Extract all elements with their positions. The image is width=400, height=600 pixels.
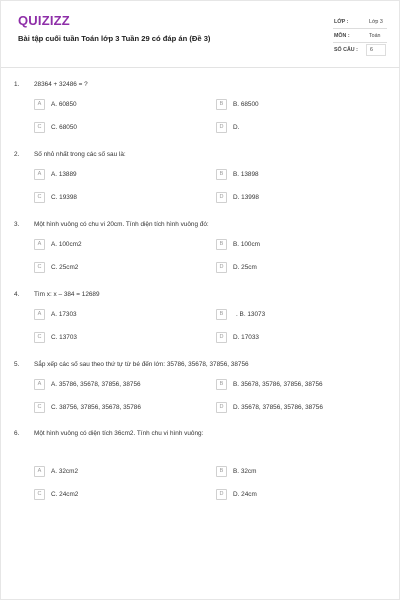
question-text: Sắp xếp các số sau theo thứ tự từ bé đến lớn: 35786, 35678, 37856, 38756 bbox=[34, 361, 249, 368]
option-d[interactable] bbox=[216, 262, 376, 274]
option-letter-box: B bbox=[216, 239, 227, 250]
option-text: B. 68500 bbox=[233, 101, 259, 108]
option-letter-box: C bbox=[34, 332, 45, 343]
option-text: B. 100cm bbox=[233, 241, 260, 248]
question-text: Tìm x: x – 384 = 12689 bbox=[34, 291, 100, 298]
option-text: B. 13898 bbox=[233, 171, 259, 178]
option-c[interactable] bbox=[34, 489, 194, 501]
question-number: 4. bbox=[14, 291, 20, 298]
worksheet-header bbox=[1, 1, 400, 65]
meta-count-row bbox=[333, 43, 387, 57]
option-d[interactable] bbox=[216, 402, 376, 414]
meta-class-value: Lớp 3 bbox=[369, 19, 383, 25]
option-text: A. 100cm2 bbox=[51, 241, 82, 248]
option-text: C. 25cm2 bbox=[51, 264, 79, 271]
option-letter-box: C bbox=[34, 122, 45, 133]
option-text: C. 68050 bbox=[51, 124, 77, 131]
worksheet-title: Bài tập cuối tuần Toán lớp 3 Tuần 29 có đáp án (Đề 3) bbox=[18, 34, 211, 43]
worksheet-meta bbox=[333, 15, 387, 57]
option-d[interactable] bbox=[216, 489, 376, 501]
option-letter-box: A bbox=[34, 169, 45, 180]
option-letter-box: B bbox=[216, 99, 227, 110]
option-letter-box: A bbox=[34, 309, 45, 320]
option-letter-box: D bbox=[216, 262, 227, 273]
meta-subject-label: MÔN : bbox=[334, 33, 350, 39]
option-letter-box: C bbox=[34, 402, 45, 413]
question-number: 2. bbox=[14, 151, 20, 158]
option-letter-box: A bbox=[34, 99, 45, 110]
option-c[interactable] bbox=[34, 332, 194, 344]
question-number: 3. bbox=[14, 221, 20, 228]
option-letter-box: B bbox=[216, 379, 227, 390]
option-text: C. 24cm2 bbox=[51, 491, 79, 498]
meta-subject-row bbox=[333, 29, 387, 43]
option-letter-box: D bbox=[216, 122, 227, 133]
option-text: D. 25cm bbox=[233, 264, 257, 271]
meta-count-value: 6 bbox=[366, 44, 386, 56]
option-text: A. 35786, 35678, 37856, 38756 bbox=[51, 381, 141, 388]
quizizz-logo: QUIZIZZ bbox=[18, 13, 70, 28]
option-b[interactable] bbox=[216, 466, 376, 478]
option-letter-box: A bbox=[34, 239, 45, 250]
option-a[interactable] bbox=[34, 239, 194, 251]
question-number: 5. bbox=[14, 361, 20, 368]
option-c[interactable] bbox=[34, 192, 194, 204]
option-b[interactable] bbox=[216, 169, 376, 181]
meta-count-label: SỐ CÂU : bbox=[334, 47, 358, 53]
option-b[interactable] bbox=[216, 379, 376, 391]
header-divider bbox=[1, 67, 400, 68]
option-text: D. 35678, 37856, 35786, 38756 bbox=[233, 404, 323, 411]
option-c[interactable] bbox=[34, 402, 194, 414]
option-text: D. bbox=[233, 124, 240, 131]
option-text: A. 13889 bbox=[51, 171, 77, 178]
option-text: C. 19398 bbox=[51, 194, 77, 201]
option-a[interactable] bbox=[34, 169, 194, 181]
option-letter-box: C bbox=[34, 489, 45, 500]
option-text: C. 38756, 37856, 35678, 35786 bbox=[51, 404, 141, 411]
option-text: A. 60850 bbox=[51, 101, 77, 108]
option-d[interactable] bbox=[216, 122, 376, 134]
option-a[interactable] bbox=[34, 466, 194, 478]
option-c[interactable] bbox=[34, 262, 194, 274]
meta-subject-value: Toán bbox=[369, 33, 381, 39]
option-letter-box: C bbox=[34, 262, 45, 273]
option-text: D. 17033 bbox=[233, 334, 259, 341]
option-letter-box: B bbox=[216, 309, 227, 320]
option-b[interactable] bbox=[216, 99, 376, 111]
option-text: A. 17303 bbox=[51, 311, 77, 318]
option-a[interactable] bbox=[34, 99, 194, 111]
question-number: 6. bbox=[14, 430, 20, 437]
question-text: Một hình vuông có chu vi 20cm. Tính diện tích hình vuông đó: bbox=[34, 221, 209, 228]
option-a[interactable] bbox=[34, 309, 194, 321]
question-text: 28364 + 32486 = ? bbox=[34, 81, 88, 88]
option-letter-box: A bbox=[34, 466, 45, 477]
meta-class-label: LỚP : bbox=[334, 19, 349, 25]
option-letter-box: D bbox=[216, 332, 227, 343]
question-text: Số nhỏ nhất trong các số sau là: bbox=[34, 151, 126, 158]
option-letter-box: A bbox=[34, 379, 45, 390]
option-c[interactable] bbox=[34, 122, 194, 134]
option-d[interactable] bbox=[216, 332, 376, 344]
option-text: C. 13703 bbox=[51, 334, 77, 341]
question-number: 1. bbox=[14, 81, 20, 88]
meta-class-row bbox=[333, 15, 387, 29]
option-letter-box: B bbox=[216, 466, 227, 477]
option-b[interactable] bbox=[216, 309, 376, 321]
option-d[interactable] bbox=[216, 192, 376, 204]
option-letter-box: B bbox=[216, 169, 227, 180]
option-a[interactable] bbox=[34, 379, 194, 391]
option-text: A. 32cm2 bbox=[51, 468, 78, 475]
option-b[interactable] bbox=[216, 239, 376, 251]
option-letter-box: C bbox=[34, 192, 45, 203]
option-text: D. 13998 bbox=[233, 194, 259, 201]
option-letter-box: D bbox=[216, 192, 227, 203]
option-text: B. 35678, 35786, 37856, 38756 bbox=[233, 381, 323, 388]
option-letter-box: D bbox=[216, 402, 227, 413]
option-text: B. 32cm bbox=[233, 468, 257, 475]
option-text: . B. 13073 bbox=[236, 311, 266, 318]
option-letter-box: D bbox=[216, 489, 227, 500]
option-text: D. 24cm bbox=[233, 491, 257, 498]
question-text: Một hình vuông có diện tích 36cm2. Tính chu vi hình vuông: bbox=[34, 430, 204, 437]
